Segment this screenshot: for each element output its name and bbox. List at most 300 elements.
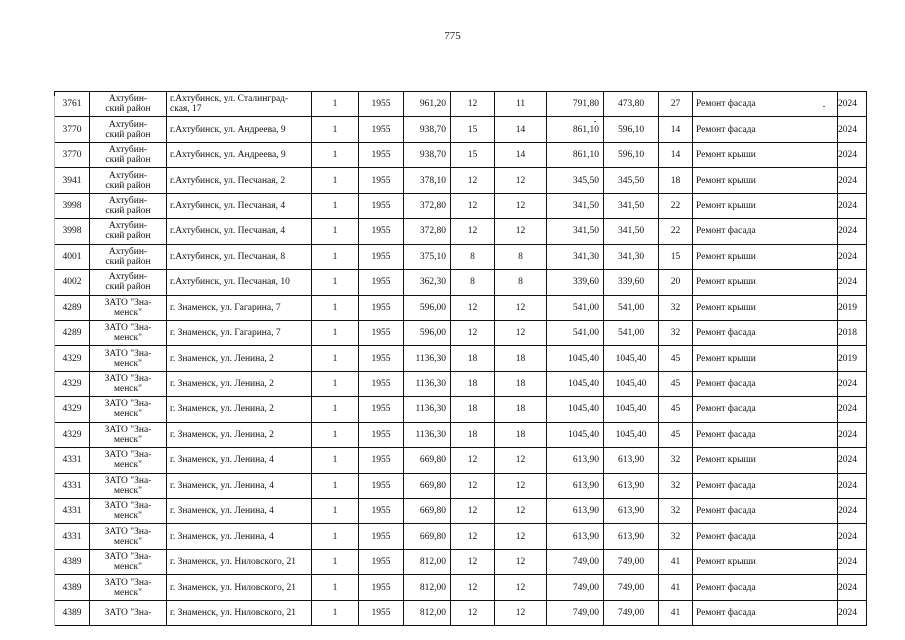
cell-residents: 41 (659, 549, 693, 574)
cell-apartments-residential: 12 (495, 499, 547, 524)
cell-private-area: 596,10 (604, 142, 659, 167)
cell-house-id: 3770 (55, 117, 90, 142)
cell-year-built: 1955 (359, 600, 404, 625)
cell-year-built: 1955 (359, 422, 404, 447)
cell-address: г. Знаменск, ул. Ленина, 2 (167, 371, 312, 396)
cell-plan-year: 2024 (838, 142, 867, 167)
cell-work-type: Ремонт крыши (693, 193, 838, 218)
table-row (55, 270, 867, 295)
cell-residential-area: 791,80 (547, 92, 604, 117)
cell-house-id: 4331 (55, 499, 90, 524)
cell-private-area: 341,50 (604, 193, 659, 218)
cell-district: ЗАТО "Зна- менск" (90, 524, 167, 549)
cell-apartments-residential: 12 (495, 168, 547, 193)
cell-district: Ахтубин- ский район (90, 142, 167, 167)
cell-district: Ахтубин- ский район (90, 168, 167, 193)
cell-residents: 32 (659, 524, 693, 549)
cell-apartments-residential: 12 (495, 524, 547, 549)
cell-buildings: 1 (312, 168, 359, 193)
cell-apartments-residential: 18 (495, 371, 547, 396)
cell-residential-area: 345,50 (547, 168, 604, 193)
cell-buildings: 1 (312, 117, 359, 142)
cell-total-area: 378,10 (404, 168, 451, 193)
cell-total-area: 1136,30 (404, 346, 451, 371)
cell-total-area: 372,80 (404, 219, 451, 244)
cell-house-id: 4329 (55, 371, 90, 396)
cell-private-area: 749,00 (604, 549, 659, 574)
cell-residents: 32 (659, 473, 693, 498)
cell-work-type: Ремонт фасада (693, 219, 838, 244)
cell-residential-area: 1045,40 (547, 397, 604, 422)
cell-work-type: Ремонт крыши (693, 244, 838, 269)
cell-district: ЗАТО "Зна- менск" (90, 499, 167, 524)
cell-work-type: Ремонт фасада (693, 92, 838, 117)
cell-year-built: 1955 (359, 397, 404, 422)
cell-plan-year: 2024 (838, 448, 867, 473)
cell-total-area: 596,00 (404, 320, 451, 345)
cell-total-area: 1136,30 (404, 422, 451, 447)
table-row (55, 473, 867, 498)
cell-apartments: 8 (451, 244, 495, 269)
cell-apartments-residential: 11 (495, 92, 547, 117)
cell-year-built: 1955 (359, 499, 404, 524)
table-row (55, 575, 867, 600)
cell-plan-year: 2018 (838, 320, 867, 345)
cell-house-id: 4289 (55, 320, 90, 345)
cell-buildings: 1 (312, 575, 359, 600)
cell-district: ЗАТО "Зна- менск" (90, 295, 167, 320)
cell-apartments-residential: 12 (495, 295, 547, 320)
cell-residential-area: 341,50 (547, 193, 604, 218)
cell-address: г.Ахтубинск, ул. Андреева, 9 (167, 117, 312, 142)
cell-residential-area: 1045,40 (547, 422, 604, 447)
cell-private-area: 541,00 (604, 295, 659, 320)
cell-residential-area: 613,90 (547, 473, 604, 498)
cell-residents: 18 (659, 168, 693, 193)
table-row (55, 524, 867, 549)
cell-apartments: 12 (451, 168, 495, 193)
cell-private-area: 749,00 (604, 575, 659, 600)
cell-buildings: 1 (312, 422, 359, 447)
cell-apartments-residential: 18 (495, 397, 547, 422)
cell-house-id: 4002 (55, 270, 90, 295)
cell-total-area: 596,00 (404, 295, 451, 320)
cell-residential-area: 541,00 (547, 320, 604, 345)
cell-plan-year: 2024 (838, 600, 867, 625)
cell-address: г. Знаменск, ул. Ниловского, 21 (167, 575, 312, 600)
cell-plan-year: 2019 (838, 346, 867, 371)
cell-residents: 45 (659, 346, 693, 371)
cell-residential-area: 613,90 (547, 448, 604, 473)
cell-district: Ахтубин- ский район (90, 270, 167, 295)
cell-plan-year: 2024 (838, 575, 867, 600)
cell-address: г.Ахтубинск, ул. Песчаная, 8 (167, 244, 312, 269)
cell-district: Ахтубин- ский район (90, 117, 167, 142)
cell-residents: 45 (659, 371, 693, 396)
cell-district: ЗАТО "Зна- менск" (90, 320, 167, 345)
cell-apartments-residential: 12 (495, 219, 547, 244)
table-row (55, 117, 867, 142)
cell-house-id: 3941 (55, 168, 90, 193)
cell-apartments: 12 (451, 219, 495, 244)
cell-house-id: 3761 (55, 92, 90, 117)
cell-house-id: 4329 (55, 346, 90, 371)
cell-year-built: 1955 (359, 524, 404, 549)
cell-work-type: Ремонт фасада (693, 473, 838, 498)
cell-apartments-residential: 14 (495, 142, 547, 167)
cell-year-built: 1955 (359, 92, 404, 117)
cell-total-area: 375,10 (404, 244, 451, 269)
cell-plan-year: 2024 (838, 397, 867, 422)
cell-address: г. Знаменск, ул. Ленина, 4 (167, 448, 312, 473)
cell-year-built: 1955 (359, 549, 404, 574)
cell-house-id: 4389 (55, 600, 90, 625)
table-row (55, 549, 867, 574)
cell-address: г. Знаменск, ул. Гагарина, 7 (167, 295, 312, 320)
cell-district: Ахтубин- ский район (90, 193, 167, 218)
cell-district: Ахтубин- ский район (90, 219, 167, 244)
table-row (55, 346, 867, 371)
cell-residents: 41 (659, 600, 693, 625)
cell-year-built: 1955 (359, 244, 404, 269)
cell-apartments: 12 (451, 448, 495, 473)
cell-residents: 22 (659, 219, 693, 244)
cell-private-area: 1045,40 (604, 371, 659, 396)
cell-residential-area: 1045,40 (547, 346, 604, 371)
cell-apartments: 15 (451, 142, 495, 167)
cell-buildings: 1 (312, 499, 359, 524)
cell-year-built: 1955 (359, 346, 404, 371)
cell-total-area: 1136,30 (404, 397, 451, 422)
cell-plan-year: 2024 (838, 499, 867, 524)
cell-residential-area: 749,00 (547, 549, 604, 574)
cell-residents: 45 (659, 422, 693, 447)
cell-apartments: 12 (451, 92, 495, 117)
cell-house-id: 4331 (55, 473, 90, 498)
cell-residents: 32 (659, 499, 693, 524)
cell-residential-area: 749,00 (547, 600, 604, 625)
cell-private-area: 339,60 (604, 270, 659, 295)
cell-work-type: Ремонт крыши (693, 270, 838, 295)
cell-house-id: 4329 (55, 397, 90, 422)
table-row (55, 168, 867, 193)
cell-buildings: 1 (312, 244, 359, 269)
cell-private-area: 596,10 (604, 117, 659, 142)
cell-address: г.Ахтубинск, ул. Песчаная, 4 (167, 219, 312, 244)
cell-apartments-residential: 12 (495, 320, 547, 345)
cell-address: г. Знаменск, ул. Ниловского, 21 (167, 600, 312, 625)
cell-district: ЗАТО "Зна- менск" (90, 397, 167, 422)
cell-apartments: 12 (451, 473, 495, 498)
cell-residential-area: 749,00 (547, 575, 604, 600)
cell-house-id: 4329 (55, 422, 90, 447)
cell-buildings: 1 (312, 219, 359, 244)
cell-district: ЗАТО "Зна- менск" (90, 473, 167, 498)
cell-work-type: Ремонт крыши (693, 142, 838, 167)
table-row (55, 600, 867, 625)
cell-work-type: Ремонт фасада (693, 117, 838, 142)
table-row (55, 422, 867, 447)
cell-buildings: 1 (312, 524, 359, 549)
cell-work-type: Ремонт фасада (693, 320, 838, 345)
cell-buildings: 1 (312, 600, 359, 625)
cell-work-type: Ремонт фасада (693, 575, 838, 600)
cell-year-built: 1955 (359, 193, 404, 218)
cell-apartments: 12 (451, 549, 495, 574)
cell-residential-area: 1045,40 (547, 371, 604, 396)
cell-apartments-residential: 12 (495, 193, 547, 218)
cell-apartments-residential: 14 (495, 117, 547, 142)
cell-house-id: 4331 (55, 448, 90, 473)
cell-district: Ахтубин- ский район (90, 92, 167, 117)
cell-total-area: 961,20 (404, 92, 451, 117)
cell-apartments-residential: 12 (495, 549, 547, 574)
table-row (55, 92, 867, 117)
cell-district: ЗАТО "Зна- менск" (90, 549, 167, 574)
cell-work-type: Ремонт крыши (693, 448, 838, 473)
cell-residential-area: 861,10 (547, 142, 604, 167)
cell-house-id: 4389 (55, 575, 90, 600)
cell-residents: 45 (659, 397, 693, 422)
cell-residents: 32 (659, 295, 693, 320)
cell-address: г. Знаменск, ул. Ленина, 4 (167, 499, 312, 524)
cell-year-built: 1955 (359, 473, 404, 498)
cell-address: г. Знаменск, ул. Ленина, 4 (167, 524, 312, 549)
cell-address: г. Знаменск, ул. Ленина, 2 (167, 397, 312, 422)
cell-buildings: 1 (312, 448, 359, 473)
cell-buildings: 1 (312, 142, 359, 167)
cell-total-area: 938,70 (404, 117, 451, 142)
cell-plan-year: 2024 (838, 168, 867, 193)
cell-district: ЗАТО "Зна- менск" (90, 346, 167, 371)
cell-residential-area: 613,90 (547, 499, 604, 524)
cell-work-type: Ремонт фасада (693, 422, 838, 447)
cell-apartments: 18 (451, 397, 495, 422)
cell-plan-year: 2024 (838, 219, 867, 244)
cell-work-type: Ремонт фасада (693, 600, 838, 625)
cell-address: г.Ахтубинск, ул. Песчаная, 10 (167, 270, 312, 295)
cell-total-area: 669,80 (404, 448, 451, 473)
cell-plan-year: 2024 (838, 92, 867, 117)
scan-speck (594, 121, 596, 122)
cell-private-area: 473,80 (604, 92, 659, 117)
cell-plan-year: 2024 (838, 473, 867, 498)
cell-residents: 15 (659, 244, 693, 269)
cell-private-area: 613,90 (604, 499, 659, 524)
cell-private-area: 613,90 (604, 473, 659, 498)
cell-plan-year: 2024 (838, 270, 867, 295)
cell-apartments: 18 (451, 422, 495, 447)
scan-edge-line (54, 96, 56, 626)
cell-plan-year: 2024 (838, 422, 867, 447)
registry-body (55, 92, 867, 626)
table-row (55, 193, 867, 218)
cell-total-area: 372,80 (404, 193, 451, 218)
cell-plan-year: 2024 (838, 371, 867, 396)
cell-apartments: 12 (451, 524, 495, 549)
cell-work-type: Ремонт крыши (693, 346, 838, 371)
cell-apartments-residential: 8 (495, 270, 547, 295)
cell-work-type: Ремонт фасада (693, 371, 838, 396)
cell-private-area: 1045,40 (604, 346, 659, 371)
cell-private-area: 341,30 (604, 244, 659, 269)
cell-district: ЗАТО "Зна- менск" (90, 422, 167, 447)
cell-district: ЗАТО "Зна- (90, 600, 167, 625)
cell-apartments: 12 (451, 600, 495, 625)
cell-total-area: 669,80 (404, 473, 451, 498)
cell-apartments: 12 (451, 295, 495, 320)
cell-residents: 32 (659, 320, 693, 345)
cell-total-area: 362,30 (404, 270, 451, 295)
cell-buildings: 1 (312, 371, 359, 396)
cell-private-area: 613,90 (604, 524, 659, 549)
cell-private-area: 345,50 (604, 168, 659, 193)
cell-year-built: 1955 (359, 168, 404, 193)
cell-address: г.Ахтубинск, ул. Песчаная, 2 (167, 168, 312, 193)
cell-buildings: 1 (312, 397, 359, 422)
cell-residents: 20 (659, 270, 693, 295)
cell-residential-area: 613,90 (547, 524, 604, 549)
cell-address: г.Ахтубинск, ул. Андреева, 9 (167, 142, 312, 167)
cell-plan-year: 2019 (838, 295, 867, 320)
cell-address: г. Знаменск, ул. Ленина, 2 (167, 422, 312, 447)
table-row (55, 295, 867, 320)
cell-apartments-residential: 12 (495, 600, 547, 625)
cell-plan-year: 2024 (838, 117, 867, 142)
cell-total-area: 812,00 (404, 575, 451, 600)
cell-private-area: 541,00 (604, 320, 659, 345)
cell-house-id: 4289 (55, 295, 90, 320)
cell-address: г. Знаменск, ул. Гагарина, 7 (167, 320, 312, 345)
cell-address: г.Ахтубинск, ул. Сталинград- ская, 17 (167, 92, 312, 117)
cell-private-area: 1045,40 (604, 422, 659, 447)
cell-year-built: 1955 (359, 117, 404, 142)
table-row (55, 219, 867, 244)
cell-buildings: 1 (312, 193, 359, 218)
cell-total-area: 938,70 (404, 142, 451, 167)
cell-plan-year: 2024 (838, 193, 867, 218)
cell-buildings: 1 (312, 549, 359, 574)
cell-address: г. Знаменск, ул. Ленина, 4 (167, 473, 312, 498)
cell-work-type: Ремонт крыши (693, 168, 838, 193)
cell-year-built: 1955 (359, 371, 404, 396)
cell-residential-area: 339,60 (547, 270, 604, 295)
cell-residential-area: 861,10 (547, 117, 604, 142)
cell-total-area: 1136,30 (404, 371, 451, 396)
cell-private-area: 749,00 (604, 600, 659, 625)
cell-residential-area: 341,50 (547, 219, 604, 244)
cell-buildings: 1 (312, 346, 359, 371)
cell-total-area: 812,00 (404, 600, 451, 625)
cell-address: г. Знаменск, ул. Ниловского, 21 (167, 549, 312, 574)
table-row (55, 142, 867, 167)
cell-apartments: 8 (451, 270, 495, 295)
cell-address: г.Ахтубинск, ул. Песчаная, 4 (167, 193, 312, 218)
page-number: 775 (444, 30, 461, 42)
cell-residents: 27 (659, 92, 693, 117)
cell-house-id: 4331 (55, 524, 90, 549)
cell-total-area: 669,80 (404, 499, 451, 524)
cell-buildings: 1 (312, 295, 359, 320)
cell-buildings: 1 (312, 320, 359, 345)
cell-apartments: 15 (451, 117, 495, 142)
cell-house-id: 3770 (55, 142, 90, 167)
cell-apartments-residential: 12 (495, 448, 547, 473)
cell-residents: 22 (659, 193, 693, 218)
cell-work-type: Ремонт фасада (693, 524, 838, 549)
cell-apartments: 12 (451, 575, 495, 600)
cell-apartments: 18 (451, 346, 495, 371)
cell-work-type: Ремонт крыши (693, 295, 838, 320)
cell-residents: 32 (659, 448, 693, 473)
cell-plan-year: 2024 (838, 549, 867, 574)
cell-apartments: 12 (451, 193, 495, 218)
cell-buildings: 1 (312, 473, 359, 498)
cell-plan-year: 2024 (838, 524, 867, 549)
cell-private-area: 1045,40 (604, 397, 659, 422)
table-row (55, 371, 867, 396)
cell-work-type: Ремонт фасада (693, 397, 838, 422)
cell-apartments-residential: 18 (495, 346, 547, 371)
cell-house-id: 4001 (55, 244, 90, 269)
table-row (55, 397, 867, 422)
cell-district: Ахтубин- ский район (90, 244, 167, 269)
cell-apartments-residential: 18 (495, 422, 547, 447)
cell-apartments: 12 (451, 320, 495, 345)
cell-district: ЗАТО "Зна- менск" (90, 575, 167, 600)
cell-house-id: 4389 (55, 549, 90, 574)
cell-residential-area: 541,00 (547, 295, 604, 320)
cell-district: ЗАТО "Зна- менск" (90, 371, 167, 396)
cell-total-area: 669,80 (404, 524, 451, 549)
cell-work-type: Ремонт крыши (693, 549, 838, 574)
table-row (55, 244, 867, 269)
cell-buildings: 1 (312, 270, 359, 295)
scan-speck (823, 106, 825, 107)
cell-apartments-residential: 12 (495, 473, 547, 498)
cell-apartments-residential: 8 (495, 244, 547, 269)
cell-year-built: 1955 (359, 448, 404, 473)
cell-year-built: 1955 (359, 295, 404, 320)
table-row (55, 320, 867, 345)
cell-residential-area: 341,30 (547, 244, 604, 269)
cell-residents: 41 (659, 575, 693, 600)
cell-apartments: 18 (451, 371, 495, 396)
cell-year-built: 1955 (359, 575, 404, 600)
cell-work-type: Ремонт фасада (693, 499, 838, 524)
table-row (55, 499, 867, 524)
housing-registry-table (54, 91, 867, 626)
cell-apartments-residential: 12 (495, 575, 547, 600)
cell-residents: 14 (659, 117, 693, 142)
cell-apartments: 12 (451, 499, 495, 524)
cell-house-id: 3998 (55, 219, 90, 244)
cell-district: ЗАТО "Зна- менск" (90, 448, 167, 473)
table-row (55, 448, 867, 473)
cell-year-built: 1955 (359, 270, 404, 295)
cell-year-built: 1955 (359, 142, 404, 167)
cell-buildings: 1 (312, 92, 359, 117)
cell-plan-year: 2024 (838, 244, 867, 269)
cell-residents: 14 (659, 142, 693, 167)
cell-house-id: 3998 (55, 193, 90, 218)
cell-year-built: 1955 (359, 320, 404, 345)
cell-address: г. Знаменск, ул. Ленина, 2 (167, 346, 312, 371)
cell-private-area: 341,50 (604, 219, 659, 244)
cell-year-built: 1955 (359, 219, 404, 244)
cell-total-area: 812,00 (404, 549, 451, 574)
cell-private-area: 613,90 (604, 448, 659, 473)
